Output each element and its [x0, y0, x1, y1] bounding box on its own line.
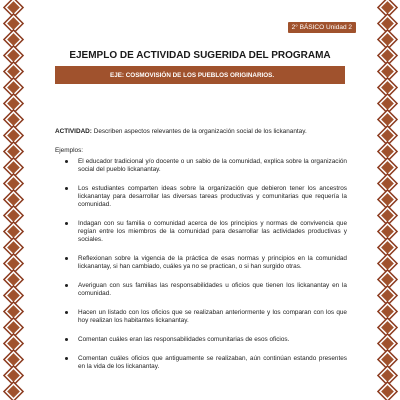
ornament-diamond-icon: [381, 337, 394, 350]
list-item-text: Averiguan con sus familias las responsabilidades u oficios que tienen los lickanantay en la comunidad.: [78, 282, 347, 297]
ornament-diamond-icon: [7, 145, 20, 158]
ornament-diamond-icon: [381, 17, 394, 30]
bullet-icon: [65, 257, 68, 260]
activity-statement: [55, 128, 347, 136]
ornament-diamond-icon: [381, 129, 394, 142]
eje-bar: [55, 66, 345, 84]
activity-label: ACTIVIDAD:: [55, 128, 92, 135]
ornament-diamond-icon: [7, 17, 20, 30]
ornament-diamond-icon: [381, 385, 394, 398]
bullet-icon: [65, 311, 68, 314]
bullet-icon: [65, 222, 68, 225]
list-item-text: Reflexionan sobre la vigencia de la práctica de esas normas y principios en la comunidad lickanantay, si han cambiado, cuáles ya no se practican, o si han surgido otras.: [78, 255, 347, 270]
ornament-diamond-icon: [7, 1, 20, 14]
ornament-diamond-icon: [381, 81, 394, 94]
ornament-diamond-icon: [7, 225, 20, 238]
ornament-diamond-icon: [381, 289, 394, 302]
document-body: [55, 128, 347, 382]
list-item-text: Hacen un listado con los oficios que se realizaban anteriormente y los comparan con los que hoy realizan los habitantes lickanantay.: [78, 309, 347, 324]
ornament-diamond-icon: [381, 145, 394, 158]
list-item-text: Los estudiantes comparten ideas sobre la organización que debieron tener los ancestros lickanantay para desarrollar las diversas tareas productivas y comunitarias que requería la comunidad.: [78, 185, 347, 208]
list-item: [55, 282, 347, 298]
examples-label: Ejemplos:: [55, 147, 84, 154]
activity-text: Describen aspectos relevantes de la organización social de los lickanantay.: [91, 128, 307, 135]
ornament-diamond-icon: [7, 353, 20, 366]
ornament-diamond-icon: [381, 33, 394, 46]
ornament-diamond-icon: [7, 177, 20, 190]
ornament-diamond-icon: [381, 97, 394, 110]
ornament-diamond-icon: [7, 33, 20, 46]
bullet-icon: [65, 284, 68, 287]
ornament-diamond-icon: [7, 289, 20, 302]
ornament-diamond-icon: [381, 305, 394, 318]
ornament-diamond-icon: [381, 177, 394, 190]
ornament-diamond-icon: [381, 369, 394, 382]
ornament-diamond-icon: [381, 225, 394, 238]
list-item-text: Comentan cuáles oficios que antiguamente se realizaban, aún continúan estando presentes en la vida de los lickanantay.: [78, 355, 347, 370]
ornament-diamond-icon: [7, 81, 20, 94]
ornament-diamond-icon: [381, 273, 394, 286]
ornament-diamond-icon: [7, 193, 20, 206]
ornament-diamond-icon: [7, 257, 20, 270]
ornament-diamond-icon: [7, 209, 20, 222]
ornament-diamond-icon: [381, 65, 394, 78]
ornament-diamond-icon: [381, 241, 394, 254]
ornament-diamond-icon: [7, 385, 20, 398]
list-item-text: Indagan con su familia o comunidad acerca de los principios y normas de convivencia que regían entre los miembros de la comunidad para desarrollar las actividades productivas y sociales.: [78, 220, 347, 243]
list-item: [55, 255, 347, 271]
ornament-diamond-icon: [381, 321, 394, 334]
list-item-text: Comentan cuáles eran las responsabilidades comunitarias de esos oficios.: [78, 336, 290, 343]
eje-label: EJE: COSMOVISIÓN DE LOS PUEBLOS ORIGINARIOS.: [110, 71, 275, 79]
ornament-diamond-icon: [381, 353, 394, 366]
ornament-diamond-icon: [7, 241, 20, 254]
ornament-diamond-icon: [7, 161, 20, 174]
ornament-diamond-icon: [7, 113, 20, 126]
list-item: [55, 355, 347, 371]
ornament-diamond-icon: [7, 65, 20, 78]
ornament-diamond-icon: [7, 273, 20, 286]
bullet-icon: [65, 160, 68, 163]
bullet-icon: [65, 357, 68, 360]
ornament-diamond-icon: [7, 305, 20, 318]
bullet-icon: [65, 187, 68, 190]
ornament-diamond-icon: [381, 257, 394, 270]
list-item: [55, 309, 347, 325]
unit-badge: 2° BÁSICO Unidad 2: [288, 22, 356, 33]
ornament-diamond-icon: [7, 337, 20, 350]
ornament-diamond-icon: [381, 113, 394, 126]
ornament-diamond-icon: [381, 193, 394, 206]
ornament-diamond-icon: [381, 161, 394, 174]
ornament-diamond-icon: [7, 369, 20, 382]
ornament-diamond-icon: [7, 321, 20, 334]
list-item: [55, 158, 347, 174]
ornament-diamond-icon: [381, 209, 394, 222]
list-item: [55, 185, 347, 209]
examples-list: [55, 158, 347, 371]
list-item: [55, 336, 347, 344]
list-item: [55, 220, 347, 244]
bullet-icon: [65, 338, 68, 341]
ornament-diamond-icon: [7, 129, 20, 142]
ornament-diamond-icon: [7, 97, 20, 110]
page-title: EJEMPLO DE ACTIVIDAD SUGERIDA DEL PROGRAMA: [69, 50, 331, 61]
ornament-diamond-icon: [381, 1, 394, 14]
list-item-text: El educador tradicional y/o docente o un sabio de la comunidad, explica sobre la organización social del pueblo lickanantay.: [78, 158, 347, 173]
